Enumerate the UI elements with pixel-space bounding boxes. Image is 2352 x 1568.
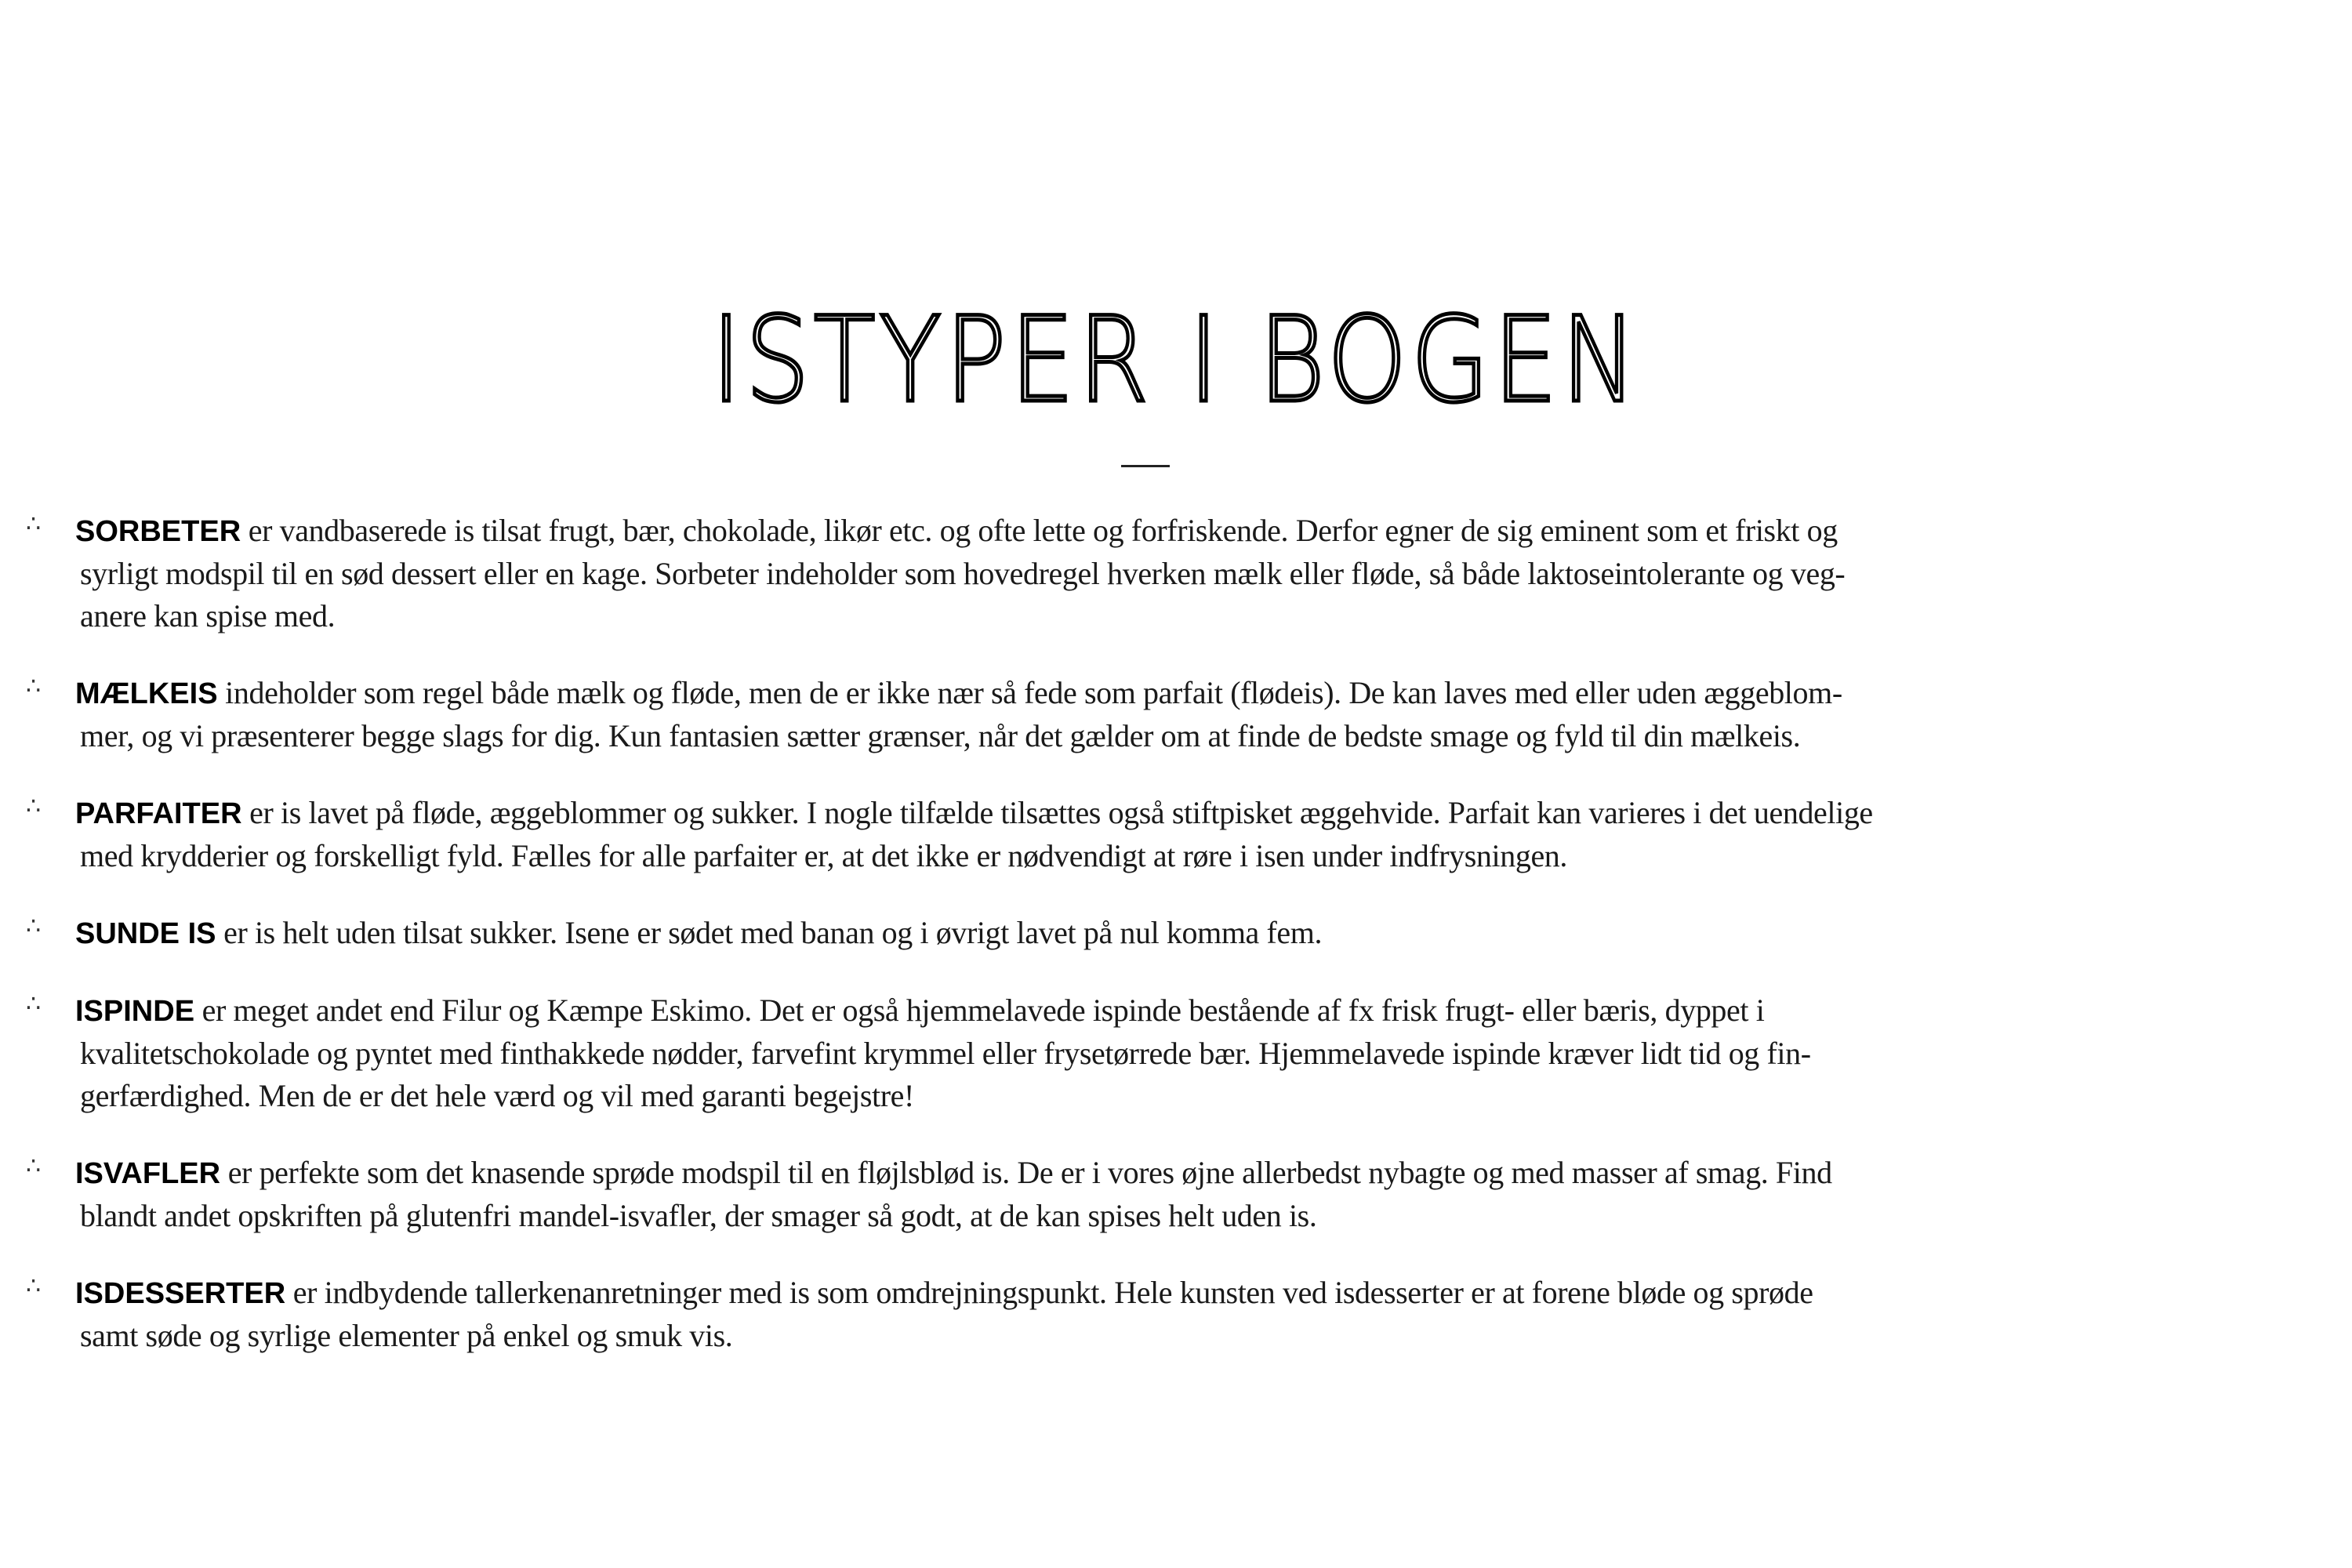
paragraph-line (0, 1272, 2352, 1315)
list-item (0, 510, 2352, 637)
description-text: er indbydende tallerkenanretninger med is som omdrejningspunkt. Hele kunsten ved isdesserter er at forene bløde og sprøde (285, 1275, 1813, 1310)
list-item (0, 1152, 2352, 1237)
description-text: er is lavet på fløde, æggeblommer og sukker. I nogle tilfælde tilsættes også stiftpisket æggehvide. Parfait kan varieres i det uendelige (241, 795, 1873, 830)
paragraph-line (0, 672, 2352, 715)
description-text: er vandbaserede is tilsat frugt, bær, chokolade, likør etc. og ofte lette og forfriskende. Derfor egner de sig eminent som et friskt og (241, 513, 1838, 548)
triple-dot-bullet-icon: ∴ (26, 1152, 42, 1180)
paragraph-line (0, 715, 2352, 757)
title-divider (1121, 465, 1170, 467)
list-item (0, 672, 2352, 757)
paragraph-line (0, 595, 2352, 637)
list-item (0, 1272, 2352, 1357)
triple-dot-bullet-icon: ∴ (26, 913, 42, 940)
triple-dot-bullet-icon: ∴ (26, 673, 42, 700)
description-text: kvalitetschokolade og pyntet med finthakkede nødder, farvefint krymmel eller frysetørrede bær. Hjemmelavede ispinde kræver lidt tid og fin- (80, 1036, 1811, 1071)
paragraph-line (0, 1152, 2352, 1195)
triple-dot-bullet-icon: ∴ (26, 510, 42, 538)
description-text: blandt andet opskriften på glutenfri mandel-isvafler, der smager så godt, at de kan spises helt uden is. (80, 1198, 1317, 1233)
ice-type-list (0, 510, 2352, 1392)
paragraph-line (0, 835, 2352, 877)
page-title: ISTYPER I BOGEN (711, 292, 1641, 429)
triple-dot-bullet-icon: ∴ (26, 1272, 42, 1300)
description-text: syrligt modspil til en sød dessert eller en kage. Sorbeter indeholder som hovedregel hverken mælk eller fløde, så både laktoseintolerante og veg- (80, 556, 1846, 591)
paragraph-line (0, 553, 2352, 595)
paragraph-line (0, 1075, 2352, 1117)
ice-type-term: SORBETER (75, 515, 241, 548)
description-text: anere kan spise med. (80, 598, 336, 633)
description-text: indeholder som regel både mælk og fløde, men de er ikke nær så fede som parfait (flødeis). De kan laves med eller uden æggeblom- (217, 675, 1842, 710)
ice-type-term: ISVAFLER (75, 1157, 221, 1190)
description-text: er perfekte som det knasende sprøde modspil til en fløjlsblød is. De er i vores øjne allerbedst nybagte og med masser af smag. Find (220, 1155, 1832, 1190)
paragraph-line (0, 1033, 2352, 1075)
list-item (0, 792, 2352, 877)
description-text: er meget andet end Filur og Kæmpe Eskimo. Det er også hjemmelavede ispinde bestående af fx frisk frugt- eller bæris, dyppet i (194, 993, 1765, 1028)
ice-type-term: PARFAITER (75, 797, 242, 830)
ice-type-term: SUNDE IS (75, 917, 216, 950)
triple-dot-bullet-icon: ∴ (26, 990, 42, 1018)
paragraph-line (0, 792, 2352, 835)
triple-dot-bullet-icon: ∴ (26, 793, 42, 820)
description-text: med krydderier og forskelligt fyld. Fælles for alle parfaiter er, at det ikke er nødvendigt at røre i isen under indfrysningen. (80, 838, 1567, 873)
ice-type-term: ISPINDE (75, 995, 195, 1028)
description-text: mer, og vi præsenterer begge slags for dig. Kun fantasien sætter grænser, når det gælder om at finde de bedste smage og fyld til din mælkeis. (80, 718, 1801, 753)
list-item (0, 912, 2352, 955)
description-text: samt søde og syrlige elementer på enkel og smuk vis. (80, 1318, 733, 1353)
description-text: gerfærdighed. Men de er det hele værd og vil med garanti begejstre! (80, 1078, 914, 1113)
paragraph-line (0, 510, 2352, 553)
paragraph-line (0, 912, 2352, 955)
description-text: er is helt uden tilsat sukker. Isene er sødet med banan og i øvrigt lavet på nul komma fem. (216, 915, 1323, 950)
title-container (0, 292, 2352, 429)
paragraph-line (0, 989, 2352, 1033)
ice-type-term: ISDESSERTER (75, 1277, 286, 1310)
paragraph-line (0, 1315, 2352, 1357)
list-item (0, 989, 2352, 1117)
paragraph-line (0, 1195, 2352, 1237)
ice-type-term: MÆLKEIS (75, 677, 218, 710)
